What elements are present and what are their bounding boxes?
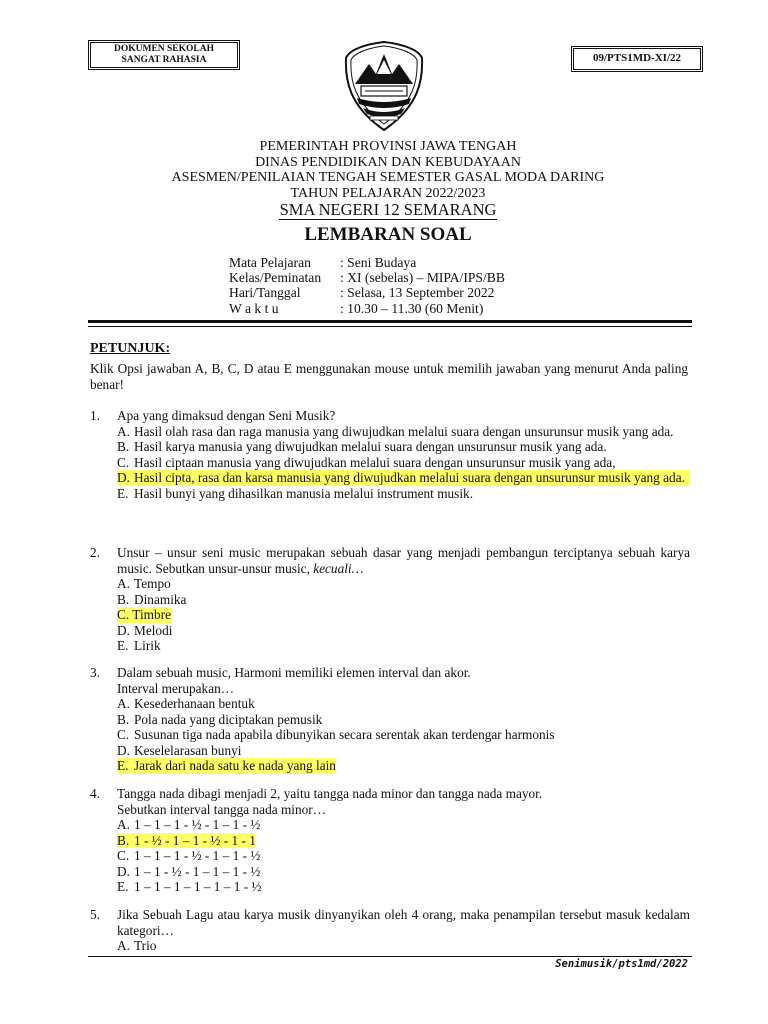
question-stem: Dalam sebuah music, Harmoni memiliki elemen interval dan akor. xyxy=(117,665,471,680)
answer-option-b[interactable]: B. Hasil karya manusia yang diwujudkan melalui suara dengan unsurunsur musik yang ada. xyxy=(117,439,607,454)
question-number: 2. xyxy=(90,545,100,560)
info-value: : 10.30 – 11.30 (60 Menit) xyxy=(340,300,484,316)
info-row xyxy=(229,255,505,270)
info-value: : Selasa, 13 September 2022 xyxy=(340,285,495,301)
exam-info xyxy=(229,255,505,316)
question-3 xyxy=(90,665,690,774)
answer-option-e[interactable]: E. 1 – 1 – 1 – 1 – 1 – 1 - ½ xyxy=(117,879,262,894)
question-stem: Apa yang dimaksud dengan Seni Musik? xyxy=(117,408,336,423)
answer-option-d[interactable]: D. Melodi xyxy=(117,622,173,638)
answer-option-a[interactable]: A. Trio xyxy=(117,938,157,953)
school-name: SMA NEGERI 12 SEMARANG xyxy=(279,200,497,219)
info-value: : XI (sebelas) – MIPA/IPS/BB xyxy=(340,270,505,286)
answer-option-a[interactable]: A. Kesederhanaan bentuk xyxy=(117,696,255,711)
document-code: 09/PTS1MD-XI/22 xyxy=(593,52,681,65)
header-divider-thin xyxy=(88,326,692,327)
question-number: 1. xyxy=(90,408,100,423)
question-subprompt: Sebutkan interval tangga nada minor… xyxy=(117,801,326,817)
question-number: 3. xyxy=(90,665,100,680)
sheet-title: LEMBARAN SOAL xyxy=(304,224,472,245)
info-label: Hari/Tanggal xyxy=(229,285,301,301)
stamp-line-1: DOKUMEN SEKOLAH xyxy=(113,44,215,54)
question-stem: Jika Sebuah Lagu atau karya musik dinyanyikan oleh 4 orang, maka penampilan tersebut masuk kedalam kategori… xyxy=(117,907,690,938)
question-4 xyxy=(90,786,690,895)
question-2 xyxy=(90,545,690,654)
question-stem-emphasis: kecuali… xyxy=(313,560,364,576)
stamp-line-2: SANGAT RAHASIA xyxy=(121,55,207,65)
confidential-stamp xyxy=(88,40,240,70)
info-value: : Seni Budaya xyxy=(340,255,417,270)
info-label: Mata Pelajaran xyxy=(229,255,311,270)
answer-option-b-selected[interactable]: B. 1 - ½ - 1 – 1 - ½ - 1 - 1 xyxy=(117,832,256,848)
footer-code: Senimusik/pts1md/2022 xyxy=(555,958,688,970)
answer-option-d[interactable]: D. Keselelarasan bunyi xyxy=(117,742,242,758)
answer-option-a[interactable]: A. 1 – 1 – 1 - ½ - 1 – 1 - ½ xyxy=(117,817,261,832)
question-stem: Unsur – unsur seni music merupakan sebuah dasar yang menjadi pembangun terciptanya sebuah karya music. Sebutkan unsur-unsur music, kecuali… xyxy=(117,545,690,576)
header-line-3: ASESMEN/PENILAIAN TENGAH SEMESTER GASAL MODA DARING xyxy=(171,170,605,186)
answer-option-a[interactable]: A. Hasil olah rasa dan raga manusia yang diwujudkan melalui suara dengan unsurunsur musik yang ada. xyxy=(117,423,674,439)
answer-option-e-selected[interactable]: E. Jarak dari nada satu ke nada yang lain xyxy=(117,758,336,773)
instructions-text: Klik Opsi jawaban A, B, C, D atau E menggunakan mouse untuk memilih jawaban yang menurut Anda paling benar! xyxy=(90,361,688,392)
question-number: 5. xyxy=(90,907,100,922)
question-stem: Tangga nada dibagi menjadi 2, yaitu tangga nada minor dan tangga nada mayor. xyxy=(117,786,543,801)
province-emblem-icon xyxy=(343,40,425,132)
answer-option-c-selected[interactable]: C. Timbre xyxy=(117,607,171,622)
answer-option-c[interactable]: C. 1 – 1 – 1 - ½ - 1 – 1 - ½ xyxy=(117,848,261,863)
answer-option-b[interactable]: B. Pola nada yang diciptakan pemusik xyxy=(117,711,323,727)
question-1 xyxy=(90,408,690,501)
info-row xyxy=(229,270,505,285)
question-number: 4. xyxy=(90,786,100,801)
answer-option-c[interactable]: C. Susunan tiga nada apabila dibunyikan secara serentak akan terdengar harmonis xyxy=(117,727,555,742)
answer-option-d-selected[interactable]: D. Hasil cipta, rasa dan karsa manusia yang diwujudkan melalui suara dengan unsurunsur musik yang ada. xyxy=(117,470,690,486)
header-line-2: DINAS PENDIDIKAN DAN KEBUDAYAAN xyxy=(255,154,521,170)
answer-option-e[interactable]: E. Hasil bunyi yang dihasilkan manusia melalui instrument musik. xyxy=(117,485,474,501)
header-divider-thick xyxy=(88,320,692,323)
answer-option-b[interactable]: B. Dinamika xyxy=(117,591,187,607)
document-code-box xyxy=(571,46,703,72)
institution-header xyxy=(88,139,688,201)
question-5 xyxy=(90,907,690,954)
answer-option-d[interactable]: D. 1 – 1 - ½ - 1 – 1 – 1 - ½ xyxy=(117,863,261,879)
info-row xyxy=(229,285,505,300)
info-row xyxy=(229,301,505,316)
instructions-heading: PETUNJUK: xyxy=(90,341,171,356)
header-line-1: PEMERINTAH PROVINSI JAWA TENGAH xyxy=(259,139,517,154)
answer-option-e[interactable]: E. Lirik xyxy=(117,638,161,653)
info-label: W a k t u xyxy=(229,300,279,316)
question-subprompt: Interval merupakan… xyxy=(117,680,235,696)
info-label: Kelas/Peminatan xyxy=(229,270,322,286)
answer-option-a[interactable]: A. Tempo xyxy=(117,576,171,591)
answer-option-c[interactable]: C. Hasil ciptaan manusia yang diwujudkan melalui suara dengan unsurunsur musik yang ada, xyxy=(117,454,616,470)
header-line-4: TAHUN PELAJARAN 2022/2023 xyxy=(290,185,486,201)
